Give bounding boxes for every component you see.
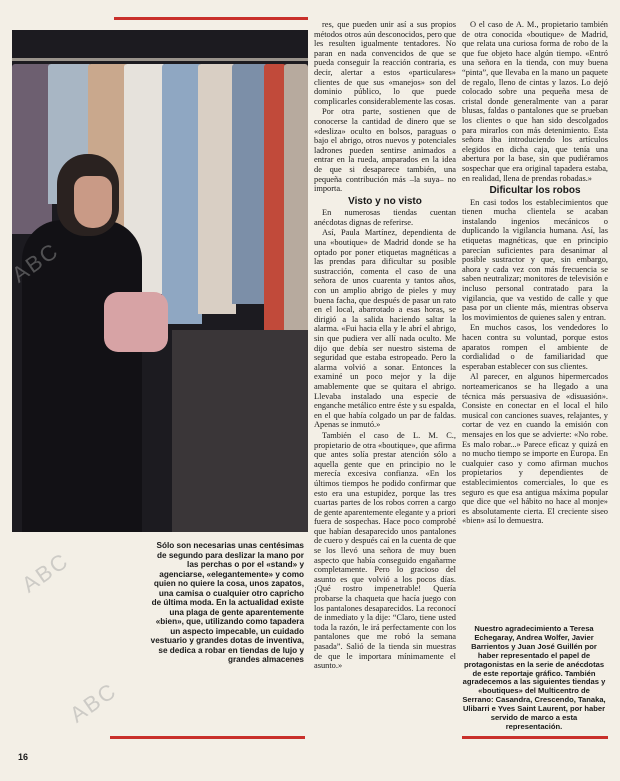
shopper-face — [74, 176, 112, 228]
paragraph: También el caso de L. M. C., propietario de otra «boutique», que afirma que antes solía prestar atención sólo a aquella gente que en principio no le merecía excesiva confianza. «En los últimos tiempos he podido confirmar que esto era una estupidez, porque las tres cuartas partes de los robos corren a cargo de gente aparentemente elegante y a priori fuera de sospechas. Hace poco comprobé que habían desaparecido unos pantalones de cuero y después caí en la cuenta de que se los llevó una señora de muy buen aspecto que había conseguido engañarme completamente. Pero lo gracioso del asunto es que volvió a los pocos días. ¡Qué rostro impenetrable! Quería probarse la chaqueta que hacía juego con los pantalones desaparecidos. La reconocí de inmediato y la dije: “Claro, tiene usted toda la razón, le irá perfectamente con los pantalones que me robó la semana pasada”. Salió de la tienda sin muestras de que le importara mínimamente el asunto.» — [314, 430, 456, 671]
hanging-garment — [232, 64, 268, 304]
abc-watermark: ABC — [65, 677, 122, 728]
acknowledgements-box: Nuestro agradecimiento a Teresa Echegaray, Andrea Wolfer, Javier Barrientos y Juan José Guillén por haber representado el papel de protagonistas en la serie de anécdotas de este reportaje gráfico. También agradecemos a las siguientes tiendas y «boutiques» del Multicentro de Serrano: Casandra, Crescendo, Tanaka, Ulibarri e Yves Saint Laurent, por haber servido de marco a esta representación. — [462, 624, 606, 731]
paragraph: Por otra parte, sostienen que de conocerse la cantidad de dinero que se «desliza» oculto en bolsos, paraguas o bajo el abrigo, otros nuevos y potenciales ladrones pueden sentirse animados a entrar en la rueda, amparados en la idea de que si desaparece también, una pequeña contribución más –la suya– no importa. — [314, 107, 456, 194]
stolen-garment — [104, 292, 168, 352]
clothing-rack-photo — [12, 30, 308, 532]
dark-garments — [172, 330, 308, 532]
paragraph: Al parecer, en algunos hipermercados norteamericanos se ha llegado a una técnica más persuasiva de «disuasión». Consiste en conectar en el local el hilo musical con canciones suaves, relajantes, y cortar de vez en cuando la emisión con mensajes en los que se advierte: «No robe. Es malo robar...» Parece eficaz y quizá en no mucho tiempo se importe en Europa. En cualquier caso y como afirman muchos propietarios y dependientes de establecimientos comerciales, lo que es seguro es que esa antigua máxima popular que dice que «el hábito no hace al monje» es absolutamente cierta. El creciente siseo «bien» así lo demuestra. — [462, 372, 608, 526]
bottom-rule-right — [462, 736, 608, 739]
hanging-garment — [198, 64, 236, 314]
paragraph: Así, Paula Martínez, dependienta de una «boutique» de Madrid donde se ha optado por poner etiquetas magnéticas a las prendas para dificultar su posible sustracción, comenta el caso de una señora de unos cuarenta y tantos años, con un amplio abrigo de pieles y muy buena facha, que después de pasar un rato en el local, abarrotado a esas horas, se dirigió a la salida haciendo saltar la alarma. «Fui hacia ella y le abrí el abrigo, sin que pudiera ver allí nada oculto. Me dijo que debía ser nuestro sistema de seguridad que estaba estropeado. Pero la alarma volvió a sonar. Entonces la examiné un poco mejor y la dije amablemente que se quitara el abrigo. Llevaba instalado una especie de enganche metálico entre éste y su espalda, en el que había colgado un par de faldas. Apenas se inmutó.» — [314, 228, 456, 430]
article-column-middle — [314, 20, 456, 734]
abc-watermark: ABC — [17, 547, 74, 598]
hanging-garment — [162, 64, 202, 324]
section-heading: Visto y no visto — [348, 195, 422, 207]
section-heading: Dificultar los robos — [489, 185, 581, 197]
hanging-garment — [264, 64, 286, 344]
paragraph: En numerosas tiendas cuentan anécdotas dignas de referirse. — [314, 208, 456, 227]
clothes-rail — [12, 58, 308, 61]
article-column-right — [462, 20, 608, 620]
photo-caption: Sólo son necesarias unas centésimas de segundo para deslizar la mano por las perchas o por el «stand» y agenciarse, «elegantemente» y como quien no quiere la cosa, unos zapatos, una camisa o cualquier otro capricho de última moda. En la actualidad existe una plaga de gente aparentemente «bien», que, utilizando como tapadera un aspecto impecable, un cuidado vestuario y grandes dotas de inventiva, se dedica a robar en tiendas de lujo y grandes almacenes — [150, 541, 304, 664]
paragraph: O el caso de A. M., propietario también de otra conocida «boutique» de Madrid, que relata una curiosa forma de robo de la que fue objeto hace algún tiempo. «Entró una señora en la tienda, con muy buena “pinta”, que llevaba en la mano un paquete de regalo, lleno de cintas y lazos. Lo dejó colocado sobre una pequeña mesa de cristal donde generalmente van a parar blusas, faldas o pantalones que se prueban los clientes o que han sido descolgados para mirarlos con más detenimiento. Esta señora iba introduciendo los artículos elegidos en dicha caja, que tenía una abertura por la base, sin que pudiéramos sospechar que era original tapadera estaba, en realidad, llena de prendas robadas.» — [462, 20, 608, 183]
hanging-garment — [12, 64, 52, 234]
paragraph: res, que pueden unir así a sus propios métodos otros aún desconocidos, pero que les resulten igualmente tentadores. No paran en nada convencidos de que se pueda conseguir la reacción contraria, es decir, alertar a estos «particulares» clientes de que sus «manejos» son del dominio público, lo que puede complicarles considerablemente las cosas. — [314, 20, 456, 106]
hanging-garment — [284, 64, 308, 364]
page-number: 16 — [18, 752, 29, 762]
abc-watermark: ABC — [7, 237, 64, 288]
bottom-rule — [110, 736, 305, 739]
paragraph: En muchos casos, los vendedores lo hacen contra su voluntad, porque estos aparatos rompen el ambiente de cordialidad o de familiaridad que esperaban establecer con sus clientes. — [462, 323, 608, 371]
top-rule — [114, 17, 308, 20]
paragraph: En casi todos los establecimientos que tienen mucha clientela se acaban instalando ingenios mecánicos o duplicando la vigilancia humana. Así, las etiquetas magnéticas, que en principio parecían suficientes para desanimar al posible sustractor y que, sin embargo, ahora y cada vez con más frecuencia se saben neutralizar; monitores de televisión e incluso personal contratado para la vigilancia, que va vestido de calle y que pasa por un cliente más, mientras observa los movimientos de quienes salen y entran. — [462, 197, 608, 322]
